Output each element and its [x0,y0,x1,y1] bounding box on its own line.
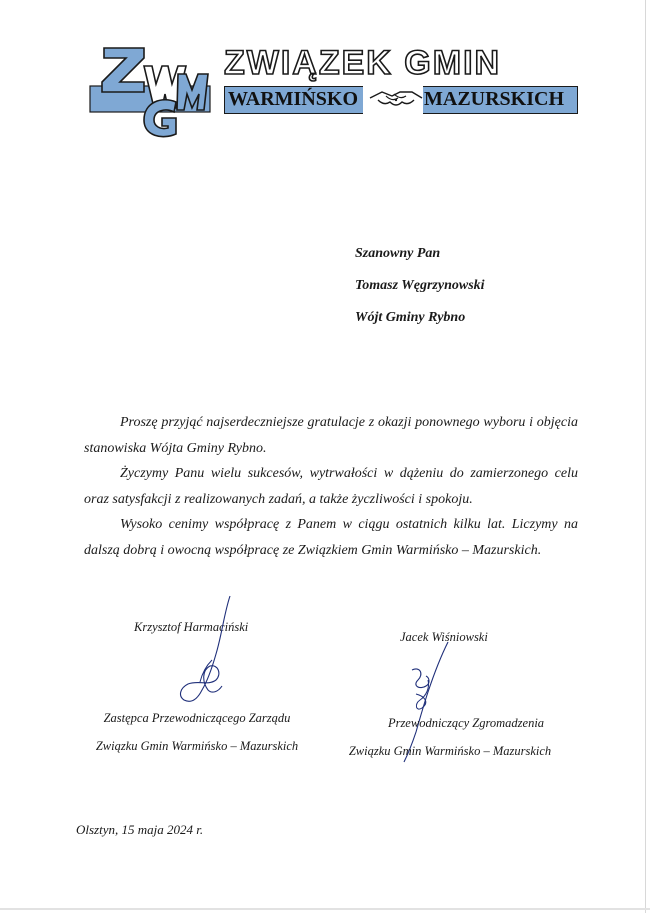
addressee-position: Wójt Gminy Rybno [355,310,466,325]
org-name-word-left: WARMIŃSKO [228,88,359,110]
scan-bottom-line [0,908,650,910]
handshake-icon [368,84,424,112]
left-handwritten-signature [172,594,232,708]
body-paragraph-2: Życzymy Panu wielu sukcesów, wytrwałości w dążeniu do zamierzonego celu oraz satysfakcji z realizowanych zadań, a także życzliwości i spokoju. [84,466,578,507]
zwmg-logo [86,38,226,142]
left-signatory-name: Krzysztof Harmaciński [134,620,249,634]
left-signatory-role-1: Zastępca Przewodniczącego Zarządu [103,711,291,725]
right-signatory-role-1: Przewodniczący Zgromadzenia [387,716,545,730]
left-signatory-role-2: Związku Gmin Warmińsko – Mazurskich [95,739,299,753]
scan-edge-line [645,0,646,913]
right-signatory-role-2: Związku Gmin Warmińsko – Mazurskich [348,744,552,758]
org-name-line1: ZWIĄZEK GMIN [224,44,502,82]
place-and-date: Olsztyn, 15 maja 2024 r. [76,822,204,837]
letterhead [86,38,586,148]
addressee-name: Tomasz Węgrzynowski [355,278,485,293]
right-signatory-name: Jacek Wiśniowski [400,630,488,644]
addressee-block [355,238,485,334]
letter-body [84,410,578,563]
org-name-word-right: MAZURSKICH [424,88,565,110]
body-paragraph-3: Wysoko cenimy współpracę z Panem w ciągu ostatnich kilku lat. Liczymy na dalszą dobrą i owocną współpracę ze Związkiem Gmin Warmińsko – Mazurskich. [84,517,578,558]
addressee-salutation: Szanowny Pan [355,246,441,261]
body-paragraph-1: Proszę przyjąć najserdeczniejsze gratulacje z okazji ponownego wyboru i objęcia stanowiska Wójta Gminy Rybno. [84,415,578,456]
